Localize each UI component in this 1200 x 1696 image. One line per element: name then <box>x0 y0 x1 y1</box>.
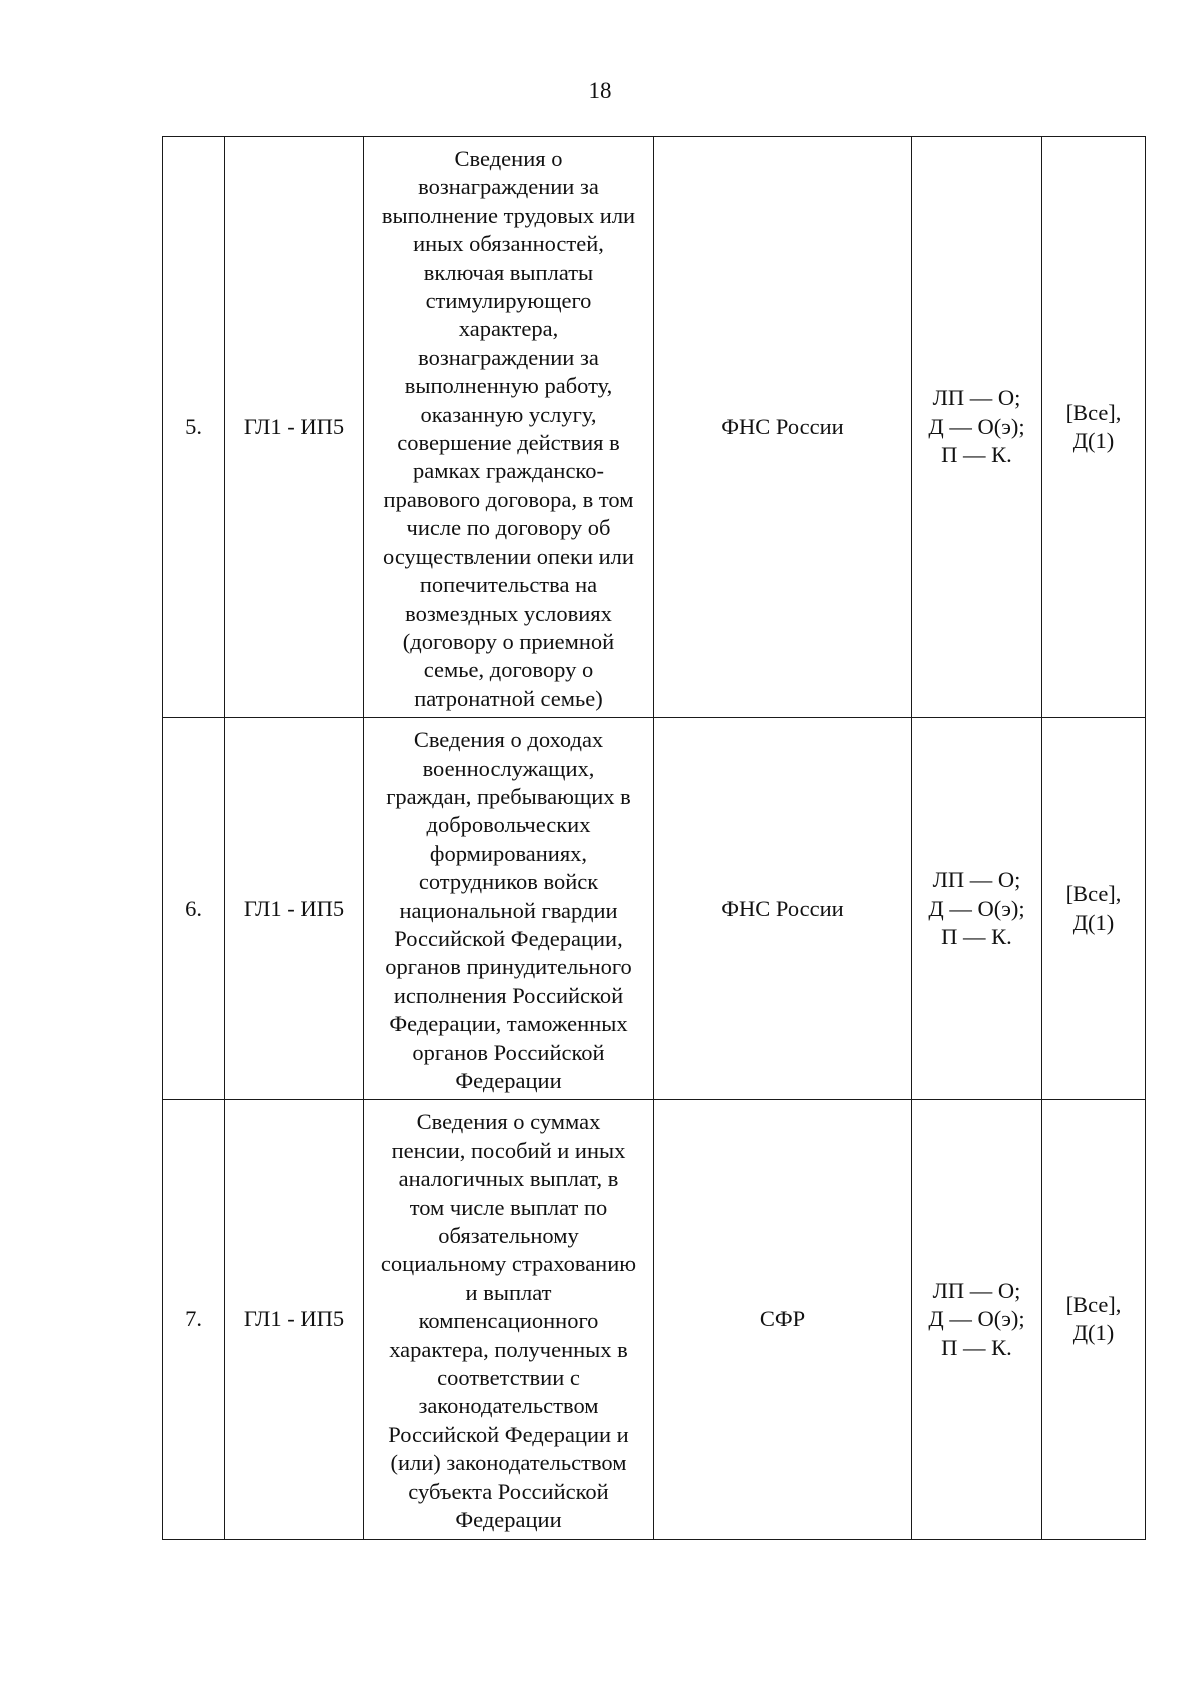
description-line: попечительства на <box>419 572 598 598</box>
page-number: 18 <box>588 78 612 103</box>
table-row <box>163 137 1146 718</box>
table-row <box>163 1100 1146 1539</box>
description-line: правового договора, в том <box>383 486 634 512</box>
description-line: (или) законодательством <box>390 1450 627 1476</box>
row-source: ФНС России <box>654 718 912 1100</box>
description-line: рамках гражданско- <box>413 458 604 484</box>
access-line: П — К. <box>941 1334 1012 1360</box>
description-line: включая выплаты <box>423 259 594 285</box>
scope-line: Д(1) <box>1072 1320 1115 1346</box>
description-line: оказанную услугу, <box>420 401 597 427</box>
description-line: характера, полученных в <box>389 1336 628 1362</box>
description-line: обязательному <box>438 1223 579 1249</box>
description-line: семье, договору о <box>423 657 594 683</box>
description-line: субъекта Российской <box>408 1478 609 1504</box>
description-line: граждан, пребывающих в <box>386 783 631 809</box>
description-line: Сведения о доходах <box>413 727 604 753</box>
scope-line: [Все], <box>1065 881 1122 907</box>
row-number: 7. <box>163 1100 225 1539</box>
row-description <box>364 718 654 1100</box>
scope-line: [Все], <box>1065 399 1122 425</box>
access-line: П — К. <box>941 923 1012 949</box>
description-line: Федерации <box>455 1507 562 1533</box>
scope-line: Д(1) <box>1072 428 1115 454</box>
description-line: органов принудительного <box>385 954 632 980</box>
description-line: иных обязанностей, <box>413 231 604 257</box>
row-code: ГЛ1 - ИП5 <box>225 1100 364 1539</box>
description-line: сотрудников войск <box>418 869 599 895</box>
scope-line: [Все], <box>1065 1292 1122 1318</box>
row-number: 5. <box>163 137 225 718</box>
description-line: патронатной семье) <box>414 685 603 711</box>
table-row <box>163 718 1146 1100</box>
description-line: осуществлении опеки или <box>383 543 634 569</box>
description-line: соответствии с <box>437 1365 580 1391</box>
access-line: ЛП — О; <box>932 867 1021 893</box>
description-line: исполнения Российской <box>393 982 624 1008</box>
description-line: компенсационного <box>418 1308 599 1334</box>
description-line: числе по договору об <box>406 515 611 541</box>
description-line: Сведения о <box>454 146 563 171</box>
scope-line: Д(1) <box>1072 909 1115 935</box>
description-line: национальной гвардии <box>399 897 618 923</box>
row-code: ГЛ1 - ИП5 <box>225 718 364 1100</box>
row-code: ГЛ1 - ИП5 <box>225 137 364 718</box>
description-line: аналогичных выплат, в <box>398 1166 619 1192</box>
row-access <box>912 1100 1042 1539</box>
row-description <box>364 1100 654 1539</box>
row-number: 6. <box>163 718 225 1100</box>
description-line: формированиях, <box>429 840 588 866</box>
access-line: П — К. <box>941 442 1012 468</box>
row-access <box>912 718 1042 1100</box>
description-line: социальному страхованию <box>380 1251 637 1277</box>
description-line: выполненную работу, <box>404 373 613 399</box>
description-line: (договору о приемной <box>402 628 615 654</box>
row-scope <box>1042 1100 1146 1539</box>
access-line: ЛП — О; <box>932 385 1021 411</box>
description-line: стимулирующего <box>425 288 592 314</box>
description-line: органов Российской <box>412 1039 605 1065</box>
description-line: вознаграждении за <box>418 174 599 200</box>
description-line: пенсии, пособий и иных <box>391 1137 626 1163</box>
description-line: выполнение трудовых или <box>381 202 636 228</box>
description-line: Сведения о суммах <box>416 1109 601 1135</box>
access-line: Д — О(э); <box>928 1306 1025 1332</box>
description-line: Федерации, таможенных <box>389 1011 628 1037</box>
description-line: характера, <box>458 316 559 342</box>
row-scope <box>1042 137 1146 718</box>
description-line: возмездных условиях <box>405 600 612 626</box>
row-source: СФР <box>654 1100 912 1539</box>
description-line: совершение действия в <box>397 430 620 456</box>
access-line: Д — О(э); <box>928 895 1025 921</box>
description-line: том числе выплат по <box>409 1194 608 1220</box>
description-line: Российской Федерации и <box>388 1421 629 1447</box>
description-line: военнослужащих, <box>422 755 595 781</box>
description-line: Федерации <box>455 1068 562 1093</box>
row-description <box>364 137 654 718</box>
row-source: ФНС России <box>654 137 912 718</box>
row-access <box>912 137 1042 718</box>
row-scope <box>1042 718 1146 1100</box>
description-line: вознаграждении за <box>418 344 599 370</box>
description-line: и выплат <box>465 1279 552 1305</box>
description-line: законодательством <box>418 1393 599 1419</box>
data-table <box>162 136 1146 1540</box>
description-line: Российской Федерации, <box>394 925 623 951</box>
access-line: Д — О(э); <box>928 413 1025 439</box>
description-line: добровольческих <box>426 812 591 838</box>
access-line: ЛП — О; <box>932 1277 1021 1303</box>
